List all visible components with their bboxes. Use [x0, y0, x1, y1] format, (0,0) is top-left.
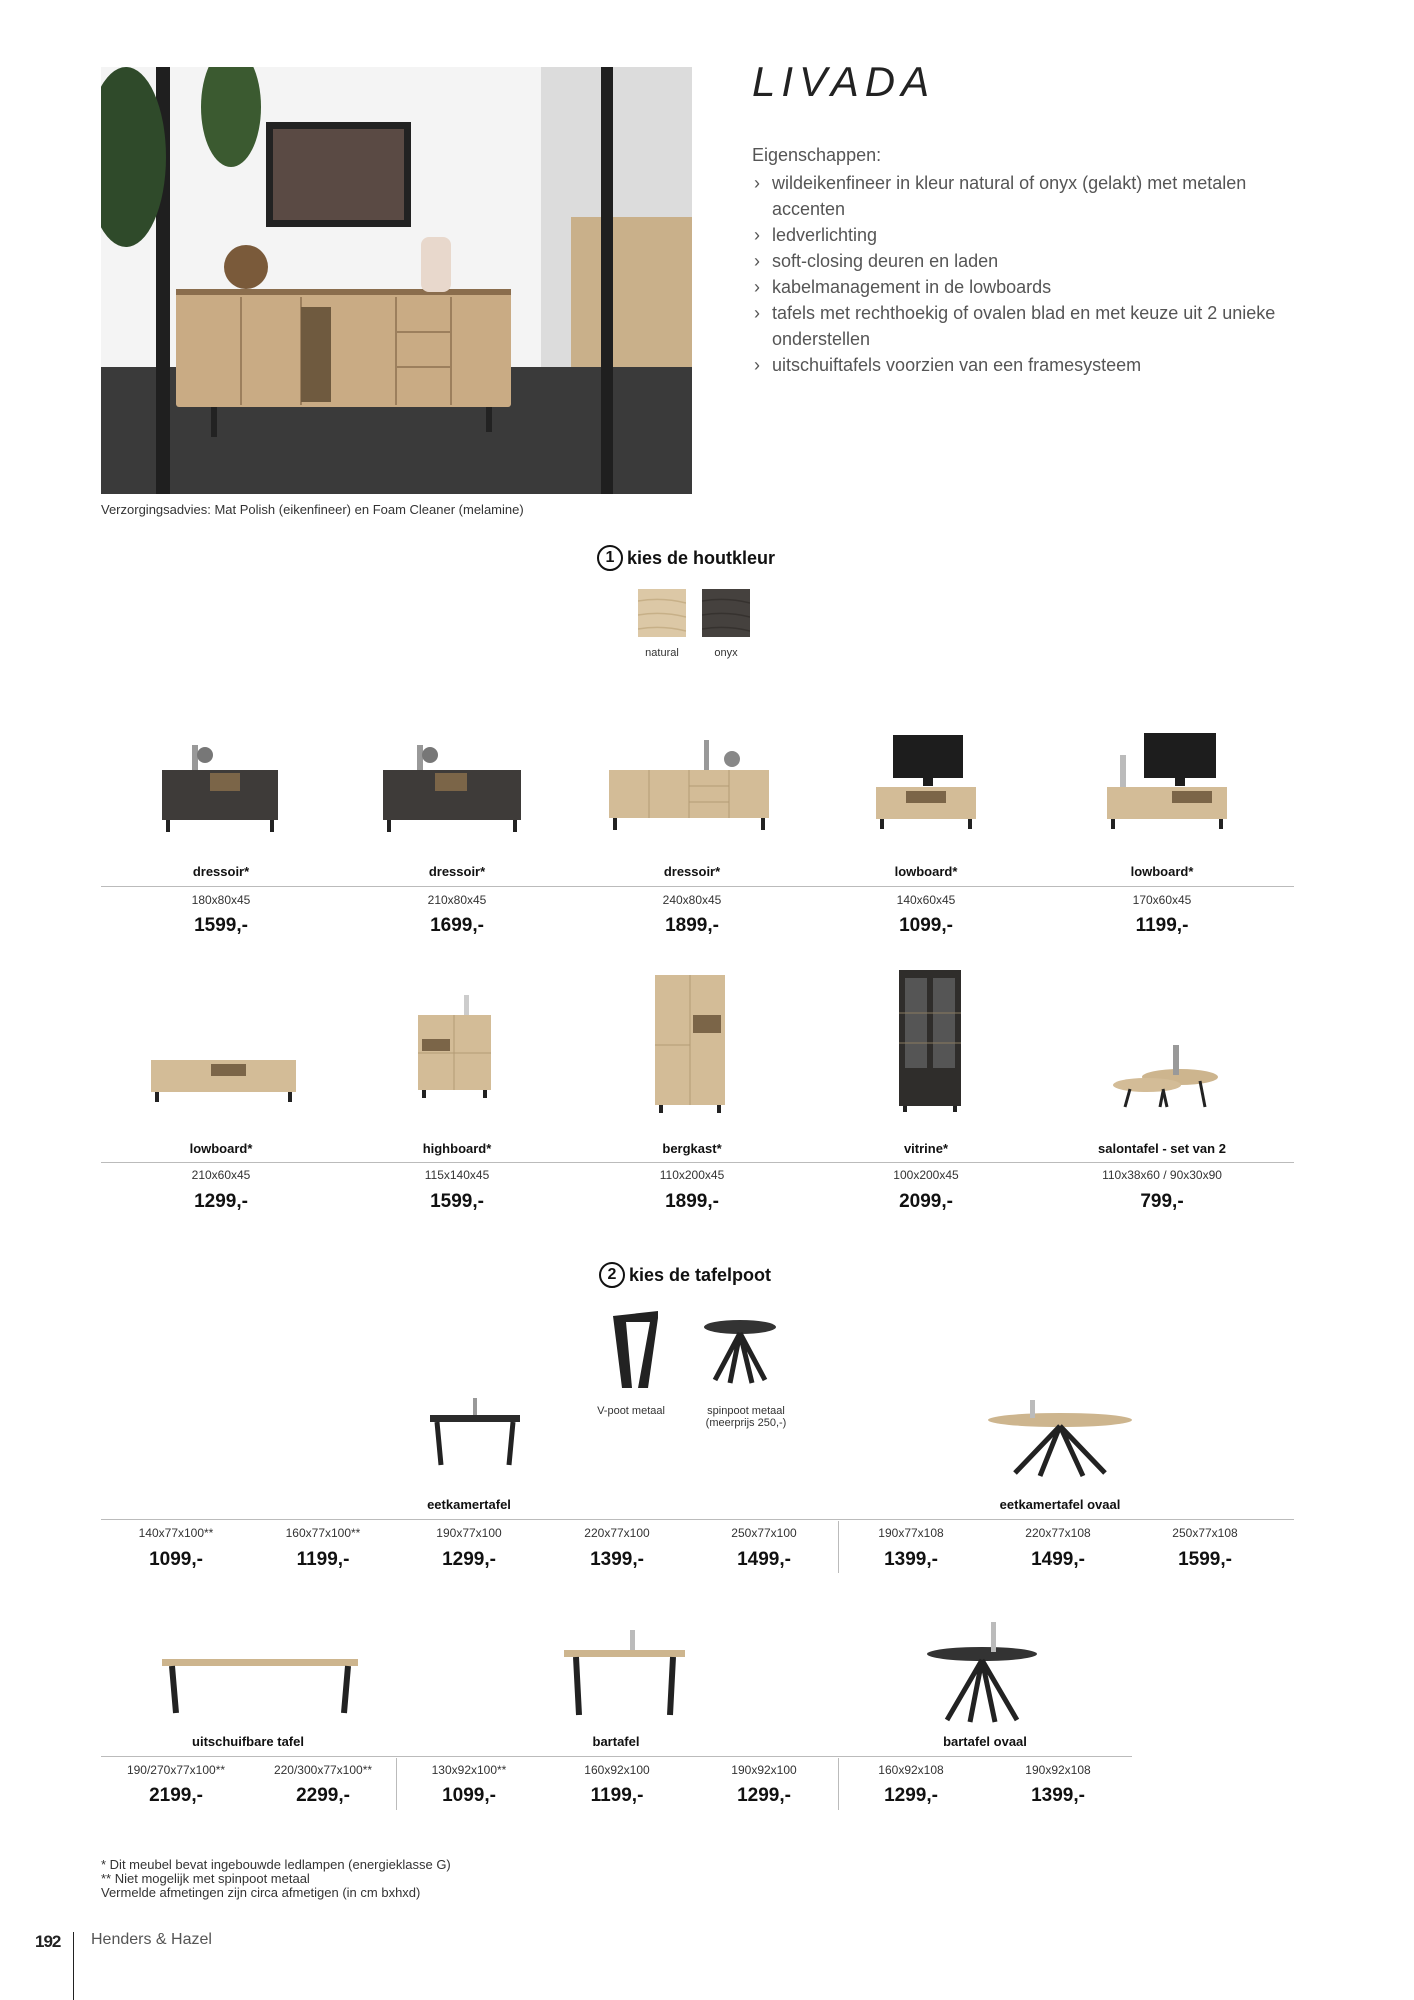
product-price: 1599,- — [430, 1191, 484, 1212]
product-name: dressoir* — [192, 864, 250, 879]
step1-heading — [597, 545, 775, 571]
living-room-illustration — [101, 67, 692, 494]
product-price: 2299,- — [296, 1785, 350, 1806]
product-dimensions: 160x92x108 — [878, 1763, 944, 1777]
dressoir-210-image — [377, 715, 527, 850]
highboard-image — [412, 985, 497, 1105]
leg-label-spin: spinpoot metaal (meerprijs 250,-) — [705, 1405, 787, 1429]
product-price: 1599,- — [1178, 1549, 1232, 1570]
footnote: Vermelde afmetingen zijn circa afmetigen (in cm bxhxd) — [101, 1885, 421, 1900]
product-name: highboard* — [422, 1141, 492, 1156]
product-name: lowboard* — [1130, 864, 1194, 879]
product-dimensions: 190x92x100 — [731, 1763, 797, 1777]
v-leg-icon[interactable] — [608, 1308, 663, 1393]
footnotes — [101, 1858, 451, 1900]
property-item: › wildeikenfineer in kleur natural of onyx (gelakt) met metalen accenten — [752, 170, 1312, 222]
product-name: bergkast* — [662, 1141, 722, 1156]
footnote: * Dit meubel bevat ingebouwde ledlampen (energieklasse G) — [101, 1857, 451, 1872]
step2-number: 2 — [599, 1262, 625, 1288]
product-dimensions: 240x80x45 — [662, 893, 722, 907]
dressoir-240-image — [604, 715, 774, 850]
product-price: 1399,- — [1031, 1785, 1085, 1806]
product-price: 799,- — [1140, 1191, 1184, 1212]
eetkamertafel-image — [425, 1390, 525, 1470]
product-price: 1299,- — [884, 1785, 938, 1806]
product-dimensions: 115x140x45 — [424, 1168, 490, 1182]
swatch-label-onyx: onyx — [714, 647, 738, 659]
product-name: bartafel — [592, 1734, 640, 1749]
footer-divider — [73, 1932, 74, 2000]
product-price: 1699,- — [430, 915, 484, 936]
product-dimensions: 210x80x45 — [427, 893, 487, 907]
product-name: lowboard* — [189, 1141, 253, 1156]
eetkamertafel-ovaal-image — [985, 1398, 1135, 1478]
tables-separator — [838, 1521, 839, 1573]
product-dimensions: 170x60x45 — [1132, 893, 1192, 907]
hero-photo — [101, 67, 692, 494]
product-dimensions: 160x77x100** — [285, 1526, 361, 1540]
product-price: 1199,- — [296, 1549, 350, 1570]
product-price: 1599,- — [194, 915, 248, 936]
product-price: 1899,- — [665, 915, 719, 936]
bergkast-image — [650, 970, 730, 1120]
product-name: lowboard* — [894, 864, 958, 879]
brand-name: Henders & Hazel — [91, 1931, 212, 1948]
product-price: 1199,- — [590, 1785, 644, 1806]
lowboard-140-image — [871, 715, 981, 850]
product-price: 1499,- — [737, 1549, 791, 1570]
vitrine-image — [895, 968, 965, 1118]
row1-divider — [101, 886, 1294, 887]
spin-leg-icon[interactable] — [700, 1305, 780, 1385]
leg-label-v: V-poot metaal — [597, 1405, 665, 1417]
salontafel-image — [1105, 1015, 1220, 1115]
product-price: 1099,- — [899, 915, 953, 936]
care-caption: Verzorgingsadvies: Mat Polish (eikenfineer) en Foam Cleaner (melamine) — [101, 502, 524, 517]
product-dimensions: 180x80x45 — [191, 893, 251, 907]
product-price: 1299,- — [737, 1785, 791, 1806]
product-price: 1199,- — [1135, 915, 1189, 936]
product-dimensions: 140x60x45 — [896, 893, 956, 907]
product-name: uitschuifbare tafel — [192, 1734, 304, 1749]
lowboard-170-image — [1102, 715, 1232, 850]
product-price: 1299,- — [442, 1549, 496, 1570]
product-price: 1399,- — [884, 1549, 938, 1570]
product-price: 1299,- — [194, 1191, 248, 1212]
dressoir-180-image — [150, 715, 290, 850]
product-name: dressoir* — [663, 864, 721, 879]
step1-number: 1 — [597, 545, 623, 571]
product-price: 2199,- — [149, 1785, 203, 1806]
property-item: › uitschuiftafels voorzien van een framesysteem — [752, 352, 1312, 378]
bartafel-ovaal-image — [925, 1610, 1040, 1725]
product-price: 1899,- — [665, 1191, 719, 1212]
product-dimensions: 110x200x45 — [659, 1168, 725, 1182]
page-number: 192 — [35, 1932, 61, 1951]
product-dimensions: 220/300x77x100** — [273, 1763, 373, 1777]
row2-divider — [101, 1162, 1294, 1163]
product-dimensions: 110x38x60 / 90x30x90 — [1102, 1168, 1222, 1182]
product-dimensions: 160x92x100 — [584, 1763, 650, 1777]
uitschuifbare-tafel-image — [160, 1655, 360, 1720]
product-name: dressoir* — [428, 864, 486, 879]
step1-label: kies de houtkleur — [627, 547, 776, 568]
product-name: salontafel - set van 2 — [1098, 1141, 1226, 1156]
bottom-separator-2 — [838, 1758, 839, 1810]
product-price: 1099,- — [149, 1549, 203, 1570]
product-dimensions: 250x77x108 — [1172, 1526, 1238, 1540]
lowboard-210-image — [146, 1050, 301, 1130]
footnote: ** Niet mogelijk met spinpoot metaal — [101, 1871, 310, 1886]
swatch-onyx[interactable] — [702, 589, 750, 637]
properties-list — [752, 170, 1312, 378]
step2-heading — [599, 1262, 771, 1288]
product-dimensions: 140x77x100** — [138, 1526, 214, 1540]
product-dimensions: 220x77x108 — [1025, 1526, 1091, 1540]
product-dimensions: 190x92x108 — [1025, 1763, 1091, 1777]
product-price: 1499,- — [1031, 1549, 1085, 1570]
property-item: › tafels met rechthoekig of ovalen blad en met keuze uit 2 unieke onderstellen — [752, 300, 1312, 352]
bottom-divider — [101, 1756, 1132, 1757]
product-dimensions: 250x77x100 — [731, 1526, 797, 1540]
page-title: LIVADA — [752, 58, 936, 105]
product-name: bartafel ovaal — [943, 1734, 1027, 1749]
property-item: › ledverlichting — [752, 222, 1312, 248]
product-price: 1099,- — [442, 1785, 496, 1806]
onyx-wood-swatch-icon — [702, 589, 750, 637]
tables-divider — [101, 1519, 1294, 1520]
product-dimensions: 100x200x45 — [893, 1168, 959, 1182]
bartafel-image — [562, 1625, 687, 1720]
product-dimensions: 190x77x108 — [878, 1526, 944, 1540]
product-dimensions: 190x77x100 — [436, 1526, 502, 1540]
product-dimensions: 130x92x100** — [431, 1763, 507, 1777]
product-price: 1399,- — [590, 1549, 644, 1570]
properties-heading: Eigenschappen: — [752, 145, 882, 165]
product-name: eetkamertafel ovaal — [999, 1497, 1121, 1512]
swatch-natural[interactable] — [638, 589, 686, 637]
product-price: 2099,- — [899, 1191, 953, 1212]
product-dimensions: 210x60x45 — [191, 1168, 251, 1182]
bottom-separator-1 — [396, 1758, 397, 1810]
swatch-label-natural: natural — [645, 647, 679, 659]
product-dimensions: 220x77x100 — [584, 1526, 650, 1540]
property-item: › kabelmanagement in de lowboards — [752, 274, 1312, 300]
property-item: › soft-closing deuren en laden — [752, 248, 1312, 274]
step2-label: kies de tafelpoot — [629, 1264, 772, 1285]
product-dimensions: 190/270x77x100** — [126, 1763, 226, 1777]
product-name: eetkamertafel — [427, 1497, 511, 1512]
product-name: vitrine* — [903, 1141, 949, 1156]
natural-wood-swatch-icon — [638, 589, 686, 637]
